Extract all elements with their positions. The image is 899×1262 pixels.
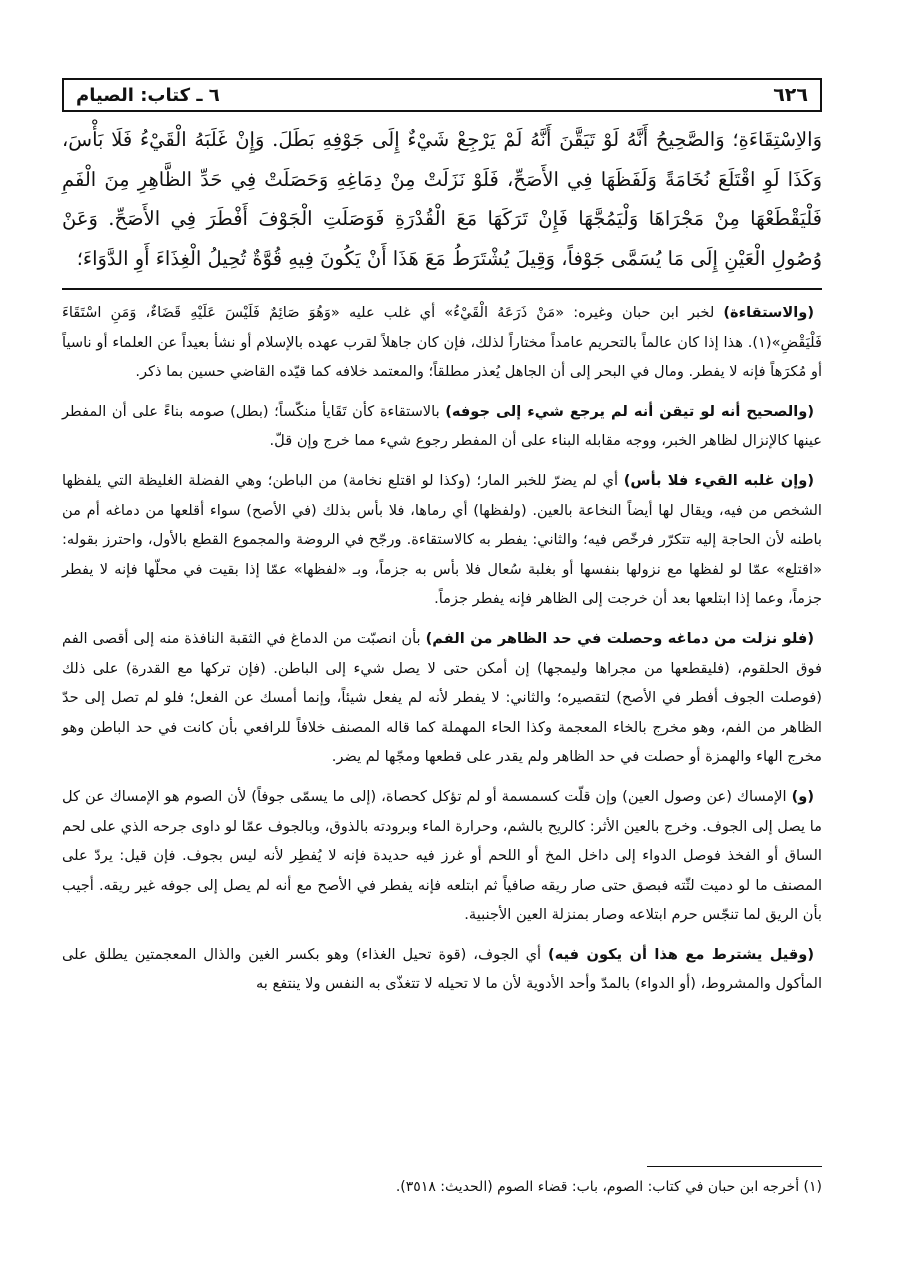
- commentary-text: الإمساك (عن وصول العين) وإن قلّت كسمسمة أو لم تؤكل كحصاة، (إلى ما يسمّى جوفاً) لأن الصوم هو الإمساك عن كل ما يصل إلى الجوف. وخرج بالعين الأثر: كالريح بالشم، وحرارة الماء وبرودته بالذوق، وبالجوف عمّا لو داوى جرحه الذي على لحم الساق أو الفخذ فوصل الدواء إلى داخل المخ أو اللحم أو غرز فيه حديدة فإنه لا يُفطِر لأنه ليس بجوف. فإن قيل: يردّ على المصنف ما لو دميت لثّته فبصق حتى صار ريقه صافياً ثم ابتلعه فإنه يفطر في الأصح مع أنه لم يصل إلى جوفه غير ريقه. أجيب بأن الريق لما تنجّس حرم ابتلاعه وصار بمنزلة العين الأجنبية.: [62, 787, 822, 924]
- commentary-text: بأن انصبّت من الدماغ في الثقبة النافذة منه إلى أقصى الفم فوق الحلقوم، (فليقطعها من مجراها وليمجها) إن أمكن حتى لا يصل شيء إلى الباطن. (فإن تركها مع القدرة) على ذلك (فوصلت الجوف أفطر في الأصح) لتقصيره؛ والثاني: لا يفطر لأنه لم يفعل شيئاً، وإنما أمسك عن الفعل؛ فلو لم تصل إلى حدّ الظاهر من الفم، وهو مخرج بالخاء المعجمة وكذا الحاء المهملة كما قاله المصنف خلافاً للرافعي بأن كانت في حد الباطن وهو مخرج الهاء والهمزة أو حصلت في حد الظاهر ولم يقدر على قطعها ومجّها لم يضر.: [62, 629, 822, 766]
- commentary-lead: (وإن غلبه القيء فلا بأس): [623, 471, 814, 489]
- commentary-lead: (وقيل يشترط مع هذا أن يكون فيه): [548, 945, 815, 963]
- commentary-paragraph: [62, 782, 822, 930]
- commentary-text: أي الجوف، (قوة تحيل الغذاء) وهو بكسر الغين والذال المعجمتين يطلق على المأكول والمشروط، (أو الدواء) بالمدّ وأحد الأدوية لأن ما لا تحيله لا تتغذّى به النفس ولا ينتفع به: [62, 945, 822, 993]
- footnote-area: [62, 1166, 822, 1195]
- commentary-lead: (فلو نزلت من دماغه وحصلت في حد الظاهر من الفم): [425, 629, 815, 647]
- commentary: [62, 298, 822, 999]
- commentary-lead: (والاستقاءة): [723, 304, 814, 321]
- commentary-paragraph: [62, 624, 822, 772]
- footnote-divider: [647, 1166, 822, 1167]
- commentary-paragraph: [62, 298, 822, 387]
- main-text-divider: [62, 288, 822, 290]
- running-title: ٦ ـ كتاب: الصيام: [76, 84, 220, 106]
- page-header: [62, 78, 822, 112]
- commentary-text: بالاستقاءة كأن تَقَايأ منكّساً؛ (بطل) صومه بناءً على أن المفطر عينها كالإنزال لظاهر الخبر، ووجه مقابله البناء على أن المفطر رجوع شيء مما خرج وإن قلّ.: [62, 402, 822, 450]
- commentary-paragraph: [62, 397, 822, 456]
- commentary-text: أي لم يضرّ للخبر المار؛ (وكذا لو اقتلع نخامة) من الباطن؛ وهي الفضلة الغليظة التي يلفظها الشخص من فيه، ويقال لها أيضاً النخاعة بالعين. (ولفظها) أي رماها، فلا بأس بذلك (في الأصح) سواء أقلعها من دماغه أم من باطنه لأن الحاجة إليه تتكرّر فرخّص فيه؛ والثاني: يفطر به كالاستقاءة. ورجّح في الروضة والمجموع القطع بالأول، واحترز بقوله: «اقتلع» عمّا لو لفظها مع نزولها بنفسها أو بغلبة سُعال فلا بأس به جزماً، وبـ «لفظها» عمّا إذا بقيت في محلّها فإنه لا يفطر جزماً، وعما إذا ابتلعها بعد أن خرجت إلى الظاهر فإنه يفطر جزماً.: [62, 471, 822, 608]
- commentary-lead: (و): [791, 787, 814, 805]
- main-text: وَالاِسْتِقَاءَةِ؛ وَالصَّحِيحُ أَنَّهُ لَوْ تَيَقَّنَ أَنَّهُ لَمْ يَرْجِعْ شَيْءٌ إِلَى جَوْفِهِ بَطَلَ. وَإِنْ غَلَبَهُ الْقَيْءُ فَلَا بَأْسَ، وَكَذَا لَوِ اقْتَلَعَ نُخَامَةً وَلَفَظَهَا فِي الأَصَحِّ، فَلَوْ نَزَلَتْ مِنْ دِمَاغِهِ وَحَصَلَتْ فِي حَدِّ الظَّاهِرِ مِنَ الْفَمِ فَلْيَقْطَعْهَا مِنْ مَجْرَاهَا وَلْيَمُجَّهَا فَإِنْ تَرَكَهَا مَعَ الْقُدْرَةِ فَوَصَلَتِ الْجَوْفَ أَفْطَرَ فِي الأَصَحِّ. وَعَنْ وُصُولِ الْعَيْنِ إِلَى مَا يُسَمَّى جَوْفاً، وَقِيلَ يُشْتَرَطُ مَعَ هَذَا أَنْ يَكُونَ فِيهِ قُوَّةٌ تُحِيلُ الْغِذَاءَ أَوِ الدَّوَاءَ؛: [62, 128, 822, 270]
- page: [62, 78, 822, 1009]
- commentary-paragraph: [62, 940, 822, 999]
- footnote-text: (١) أخرجه ابن حبان في كتاب: الصوم، باب: قضاء الصوم (الحديث: ٣٥١٨).: [395, 1179, 822, 1195]
- commentary-lead: (والصحيح أنه لو تيقن أنه لم يرجع شيء إلى جوفه): [445, 402, 814, 420]
- commentary-paragraph: [62, 466, 822, 614]
- page-number: ٦٢٦: [773, 84, 808, 106]
- commentary-text: لخبر ابن حبان وغيره: «مَنْ ذَرَعَهُ الْقَيْءُ» أي غلب عليه «وَهُوَ صَائِمٌ فَلَيْسَ عَلَيْهِ قَضَاءٌ، وَمَنِ اسْتَقَاءَ فَلْيَقْضِ»(١). هذا إذا كان عالماً بالتحريم عامداً مختاراً لذلك، فإن كان جاهلاً لقرب عهده بالإسلام أو نشأ بعيداً عن العلماء أو ناسياً أو مُكرَهاً فإنه لا يفطر. ومال في البحر إلى أن الجاهل يُعذر مطلقاً؛ والمعتمد خلافه كما قيّده القاضي حسين بما ذكر.: [62, 304, 822, 381]
